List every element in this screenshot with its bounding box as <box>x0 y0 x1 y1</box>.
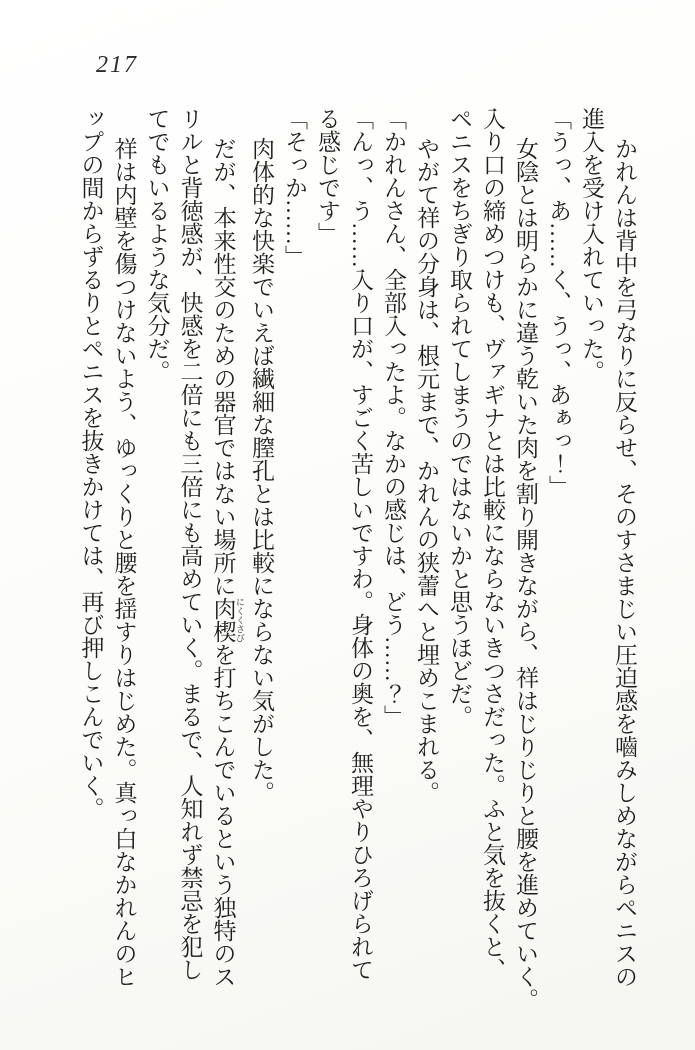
text-line: かれんは背中を弓なりに反らせ、そのすさまじい圧迫感を嚙みしめながらペニスの <box>612 137 637 988</box>
text-line: やがて祥の分身は、根元まで、かれんの狭蕾へと埋めこまれる。 <box>414 137 439 804</box>
text-line: 「そっか……」 <box>282 107 307 268</box>
text-line: 祥は内壁を傷つけないよう、ゆっくりと腰を揺すりはじめた。真っ白なかれんのヒ <box>111 137 137 988</box>
text-line: 入り口の締めつけも、ヴァギナとは比較にならないきつさだった。ふと気を抜くと、 <box>480 107 505 981</box>
text-line: 女陰とは明らかに違う乾いた肉を割り開きながら、祥はじりじりと腰を進めていく。 <box>513 137 538 1011</box>
text-line: る感じです」 <box>315 107 340 245</box>
text-line: 「かれんさん、全部入ったよ。なかの感じは、どう……？」 <box>381 107 406 728</box>
text-line: ップの間からずるりとペニスを抜きかけては、再び押しこんでいく。 <box>78 107 104 820</box>
page-number: 217 <box>96 52 138 78</box>
text-line: 「んっ、う……入り口が、すごく苦しいですわ。身体の奥を、無理やりひろげられて <box>348 107 373 981</box>
text-line: だが、本来性交のための器官ではない場所に肉楔 にくくさびを打ちこんでいるという独特のス <box>210 137 245 988</box>
text-line: 進入を受け入れていった。 <box>579 107 604 383</box>
text-line: 「うっ、あ……く、うっ、あぁっ！」 <box>546 107 571 498</box>
text-line: てでもいるような気分だ。 <box>144 107 170 383</box>
text-line: 肉体的な快楽でいえば繊細な膣孔とは比較にならない気がした。 <box>249 137 274 804</box>
text-line: ペニスをちぎり取られてしまうのではないかと思うほどだ。 <box>447 107 472 728</box>
text-block <box>75 107 642 1012</box>
text-line: リルと背徳感が、快感を二倍にも三倍にも高めていく。まるで、人知れず禁忌を犯し <box>177 107 203 981</box>
